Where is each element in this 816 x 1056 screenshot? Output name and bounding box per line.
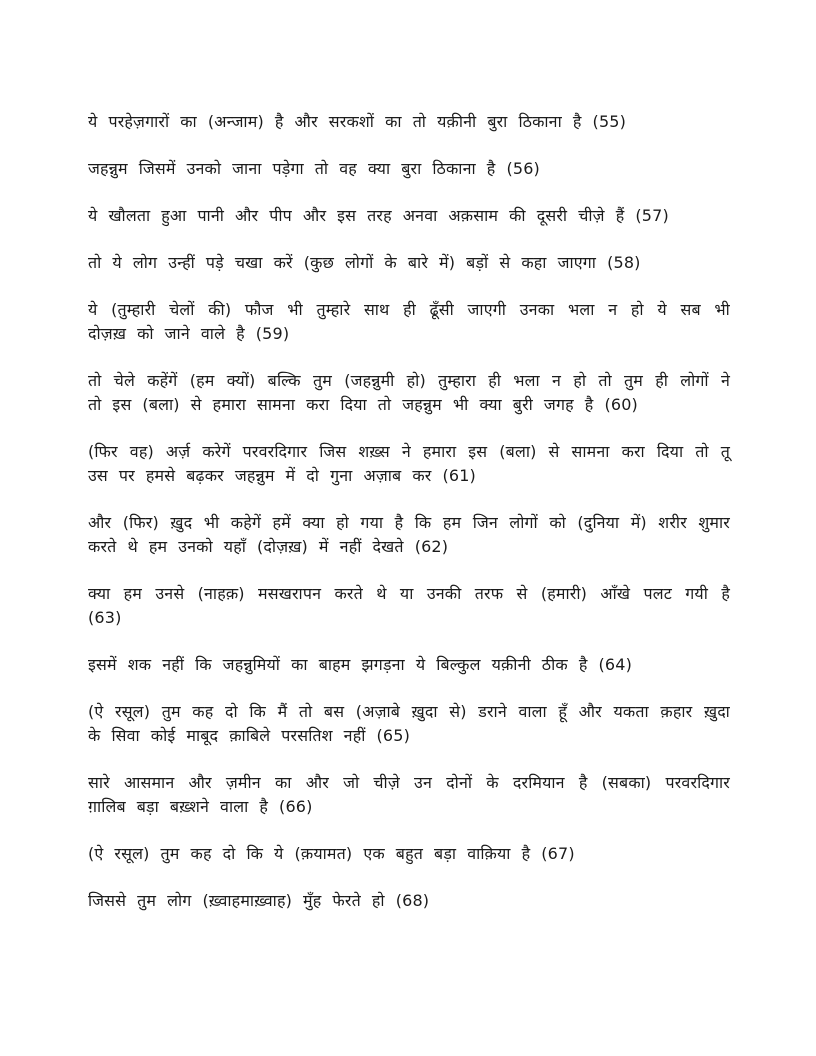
paragraph-container (88, 110, 730, 913)
verse-paragraph-64: इसमें शक नहीं कि जहन्नुमियों का बाहम झगड़ना ये बिल्कुल यक़ीनी ठीक है (64) (88, 655, 633, 674)
verse-paragraph-55: ये परहेज़गारों का (अन्जाम) है और सरकशों का तो यक़ीनी बुरा ठिकाना है (55) (88, 112, 627, 131)
verse-paragraph-65: (ऐ रसूल) तुम कह दो कि मैं तो बस (अज़ाबे ख़ुदा से) डराने वाला हूँ और यकता क़हार ख़ुदा के सिवा कोई माबूद क़ाबिले परसतिश नहीं (65) (88, 702, 730, 745)
verse-paragraph-57: ये खौलता हुआ पानी और पीप और इस तरह अनवा अक़साम की दूसरी चीज़े हैं (57) (88, 206, 669, 225)
verse-paragraph-62: और (फिर) ख़ुद भी कहेगें हमें क्या हो गया है कि हम जिन लोगों को (दुनिया में) शरीर शुमार करते थे हम उनको यहाँ (दोज़ख़) में नहीं देखते (62) (88, 513, 730, 556)
verse-paragraph-56: जहन्नुम जिसमें उनको जाना पड़ेगा तो वह क्या बुरा ठिकाना है (56) (88, 159, 540, 178)
verse-paragraph-66: सारे आसमान और ज़मीन का और जो चीज़े उन दोनों के दरमियान है (सबका) परवरदिगार ग़ालिब बड़ा बख़्शने वाला है (66) (88, 773, 730, 816)
verse-paragraph-68: जिससे तुम लोग (ख़्वाहमाख़्वाह) मुँह फेरते हो (68) (88, 891, 430, 910)
verse-paragraph-60: तो चेले कहेंगें (हम क्यों) बल्कि तुम (जहन्नुमी हो) तुम्हारा ही भला न हो तो तुम ही लोगों ने तो इस (बला) से हमारा सामना करा दिया तो जहन्नुम भी क्या बुरी जगह है (60) (88, 371, 730, 414)
verse-paragraph-63: क्या हम उनसे (नाहक़) मसखरापन करते थे या उनकी तरफ से (हमारी) आँखे पलट गयी है (63) (88, 584, 730, 627)
verse-paragraph-61: (फिर वह) अर्ज़ करेगें परवरदिगार जिस शख़्स ने हमारा इस (बला) से सामना करा दिया तो तू उस पर हमसे बढ़कर जहन्नुम में दो गुना अज़ाब कर (61) (88, 442, 730, 485)
verse-paragraph-59: ये (तुम्हारी चेलों की) फौज भी तुम्हारे साथ ही ढूँसी जाएगी उनका भला न हो ये सब भी दोज़ख़ को जाने वाले है (59) (88, 300, 730, 343)
verse-paragraph-67: (ऐ रसूल) तुम कह दो कि ये (क़यामत) एक बहुत बड़ा वाक़िया है (67) (88, 844, 575, 863)
verse-paragraph-58: तो ये लोग उन्हीं पड़े चखा करें (कुछ लोगों के बारे में) बड़ों से कहा जाएगा (58) (88, 253, 641, 272)
